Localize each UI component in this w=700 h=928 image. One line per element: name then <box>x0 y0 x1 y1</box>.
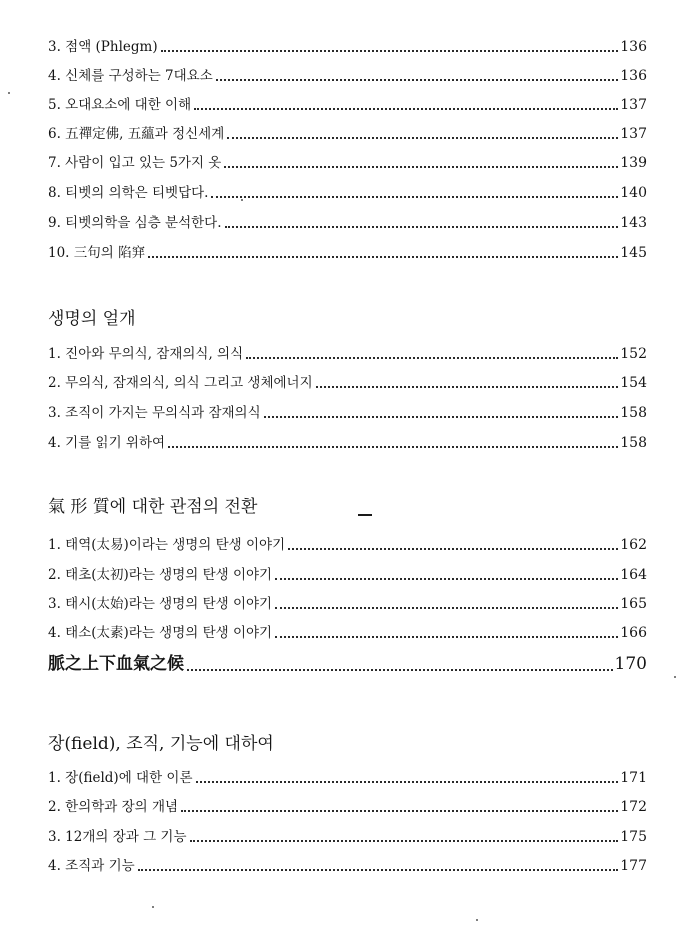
toc-entry <box>48 244 647 262</box>
dot-leader <box>211 196 618 198</box>
toc-entry-label: 2. 태초(太初)라는 생명의 탄생 이야기 <box>48 567 273 583</box>
toc-entry <box>48 434 647 452</box>
toc-page-number: 162 <box>620 537 647 553</box>
toc-page-number: 140 <box>620 185 647 201</box>
toc-entry <box>48 96 647 114</box>
toc-page-number: 175 <box>620 829 647 845</box>
toc-entry-label: 4. 기를 읽기 위하여 <box>48 435 166 451</box>
toc-page-number: 136 <box>620 39 647 55</box>
dot-leader <box>216 79 619 81</box>
toc-page-number: 136 <box>620 68 647 84</box>
toc-page-number: 143 <box>620 215 647 231</box>
toc-entry-label: 4. 신체를 구성하는 7대요소 <box>48 68 213 84</box>
toc-entry-label: 8. 티벳의 의학은 티벳답다. <box>48 185 209 201</box>
toc-entry <box>48 595 647 613</box>
dot-leader <box>225 226 619 228</box>
toc-entry-label: 10. 三句의 陷穽 <box>48 245 146 261</box>
dot-leader <box>275 636 618 638</box>
dot-leader <box>288 548 618 550</box>
toc-page-number: 137 <box>620 126 647 142</box>
toc-entry-label: 3. 점액 (Phlegm) <box>48 39 158 55</box>
dot-leader <box>138 869 619 871</box>
toc-entry-label: 1. 진아와 무의식, 잠재의식, 의식 <box>48 346 244 362</box>
dot-leader <box>161 50 619 52</box>
toc-entry <box>48 184 647 202</box>
toc-entry <box>48 214 647 232</box>
toc-entry-label: 9. 티벳의학을 심층 분석한다. <box>48 215 222 231</box>
toc-entry-label: 3. 조직이 가지는 무의식과 잠재의식 <box>48 405 261 421</box>
toc-entry <box>48 154 647 172</box>
toc-entry <box>48 624 647 642</box>
dot-leader <box>194 108 618 110</box>
toc-entry <box>48 374 647 392</box>
toc-entry <box>48 404 647 422</box>
dot-leader <box>264 416 619 418</box>
toc-entry <box>48 536 647 554</box>
toc-page-number: 139 <box>620 155 647 171</box>
dot-leader <box>246 357 618 359</box>
toc-page-number: 154 <box>620 375 647 391</box>
toc-entry-label: 4. 태소(太素)라는 생명의 탄생 이야기 <box>48 625 273 641</box>
toc-entry-label: 5. 오대요소에 대한 이해 <box>48 97 192 113</box>
scan-speck <box>8 92 10 94</box>
dot-leader <box>275 578 618 580</box>
scan-speck <box>152 906 154 908</box>
toc-page-number: 170 <box>614 654 647 674</box>
toc-page-number: 158 <box>620 435 647 451</box>
toc-page-number: 177 <box>620 858 647 874</box>
dot-leader <box>168 446 618 448</box>
toc-entry-label: 4. 조직과 기능 <box>48 858 135 874</box>
toc-entry-label: 2. 한의학과 장의 개념 <box>48 799 179 815</box>
scan-speck <box>476 919 478 921</box>
toc-page-number: 158 <box>620 405 647 421</box>
section-heading: 생명의 얼개 <box>48 309 136 329</box>
toc-page-number: 172 <box>620 799 647 815</box>
toc-entry <box>48 38 647 56</box>
toc-page-number: 164 <box>620 567 647 583</box>
toc-entry <box>48 798 647 816</box>
toc-entry <box>48 828 647 846</box>
toc-entry <box>48 125 647 143</box>
dot-leader <box>148 256 618 258</box>
toc-entry-label: 1. 장(field)에 대한 이론 <box>48 770 193 786</box>
dot-leader <box>227 137 618 139</box>
toc-entry <box>48 857 647 875</box>
toc-page-number: 145 <box>620 245 647 261</box>
dot-leader <box>275 607 618 609</box>
toc-entry <box>48 769 647 787</box>
toc-major-entry <box>48 653 647 675</box>
dot-leader <box>224 166 618 168</box>
scan-speck <box>674 676 676 678</box>
toc-entry-label: 3. 12개의 장과 그 기능 <box>48 829 187 845</box>
toc-page-number: 152 <box>620 346 647 362</box>
toc-entry-label: 6. 五禪定佛, 五蘊과 정신세계 <box>48 126 225 142</box>
toc-page-number: 165 <box>620 596 647 612</box>
toc-entry-label: 2. 무의식, 잠재의식, 의식 그리고 생체에너지 <box>48 375 313 391</box>
toc-entry <box>48 566 647 584</box>
toc-page-number: 171 <box>620 770 647 786</box>
scan-speck <box>241 199 243 201</box>
section-heading: 氣 形 質에 대한 관점의 전환 <box>48 497 258 517</box>
toc-entry <box>48 345 647 363</box>
dot-leader <box>187 669 613 671</box>
stray-dash-mark <box>358 514 372 516</box>
toc-entry-label: 7. 사람이 입고 있는 5가지 옷 <box>48 155 222 171</box>
dot-leader <box>190 840 619 842</box>
toc-page-number: 166 <box>620 625 647 641</box>
toc-entry-label: 3. 태시(太始)라는 생명의 탄생 이야기 <box>48 596 273 612</box>
toc-entry <box>48 67 647 85</box>
dot-leader <box>196 781 619 783</box>
toc-page-number: 137 <box>620 97 647 113</box>
dot-leader <box>181 810 618 812</box>
dot-leader <box>316 386 619 388</box>
section-heading: 장(field), 조직, 기능에 대하여 <box>48 734 274 754</box>
toc-entry-label: 脈之上下血氣之候 <box>48 654 184 674</box>
toc-entry-label: 1. 태역(太易)이라는 생명의 탄생 이야기 <box>48 537 286 553</box>
